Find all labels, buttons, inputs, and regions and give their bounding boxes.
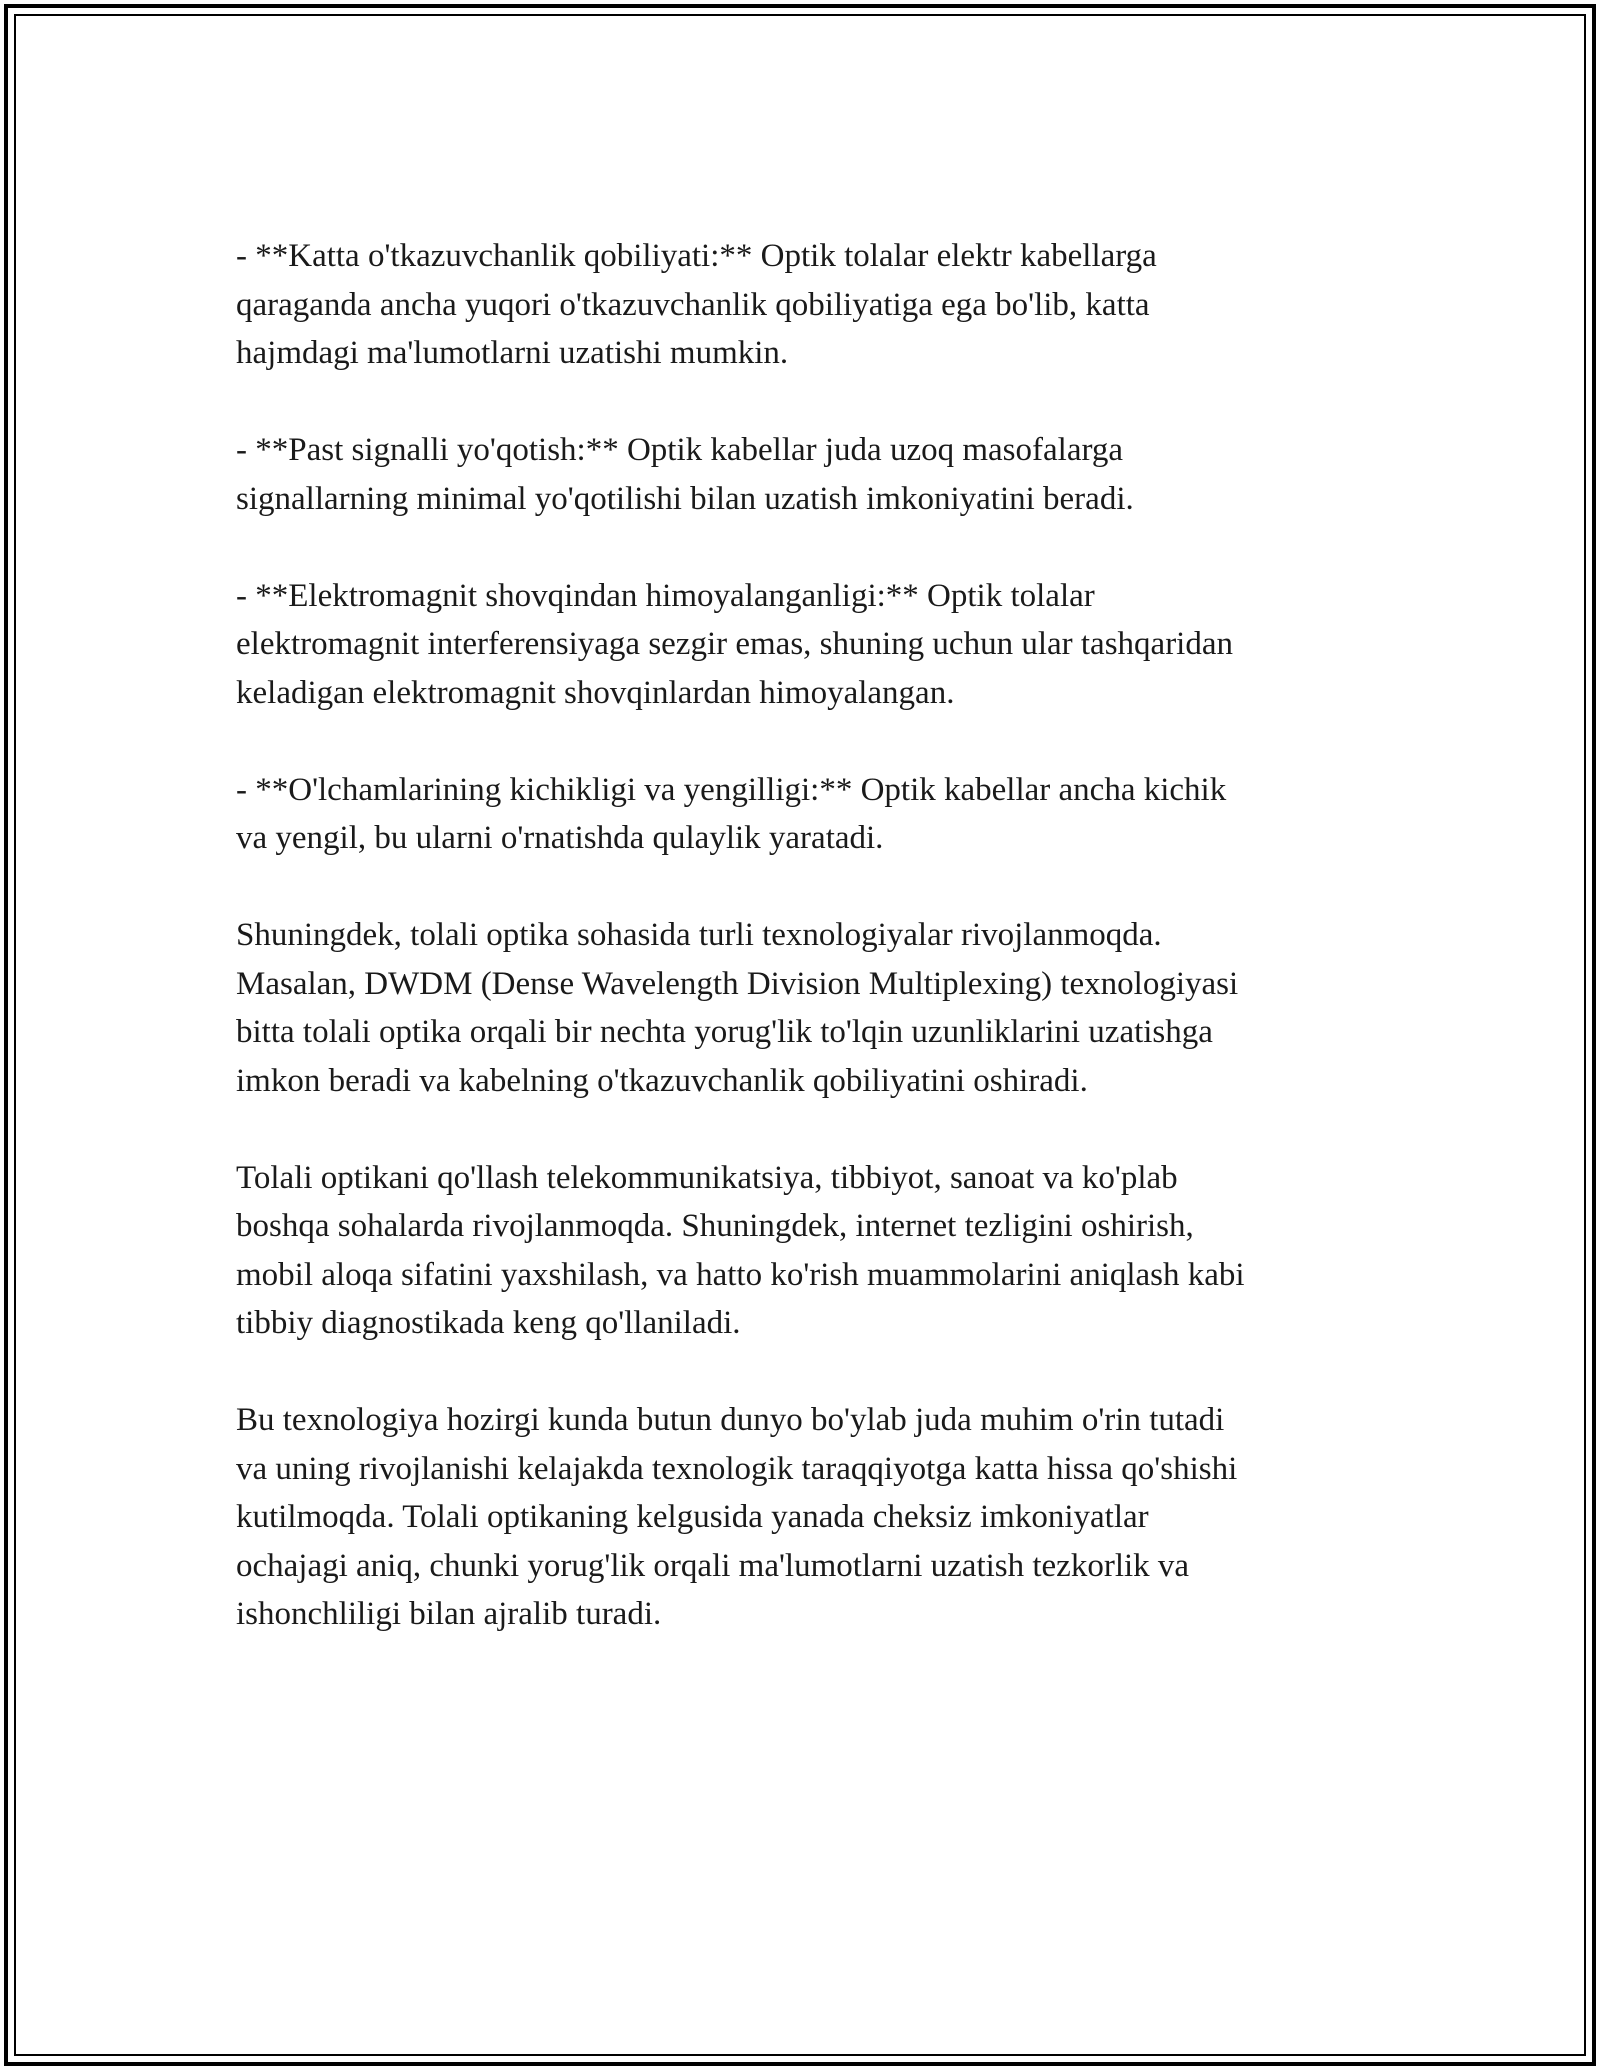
bullet-emi-immunity: - **Elektromagnit shovqindan himoyalanganligi:** Optik tolalar elektromagnit interferensiyaga sezgir emas, shuning uchun ular tashqaridan keladigan elektromagnit shovqinlardan himoyalangan. [236, 577, 1233, 711]
paragraph-conclusion: Bu texnologiya hozirgi kunda butun dunyo bo'ylab juda muhim o'rin tutadi va uning rivojlanishi kelajakda texnologik taraqqiyotga katta hissa qo'shishi kutilmoqda. Tolali optikaning kelgusida yanada cheksiz imkoniyatlar ochajagi aniq, chunki yorug'lik orqali ma'lumotlarni uzatish tezkorlik va ishonchliligi bilan ajralib turadi. [236, 1402, 1238, 1632]
bullet-signal-loss: - **Past signalli yo'qotish:** Optik kabellar juda uzoq masofalarga signallarning minimal yo'qotilishi bilan uzatish imkoniyatini beradi. [236, 432, 1134, 517]
bullet-bandwidth: - **Katta o'tkazuvchanlik qobiliyati:** Optik tolalar elektr kabellarga qaraganda ancha yuqori o'tkazuvchanlik qobiliyatiga ega bo'lib, katta hajmdagi ma'lumotlarni uzatishi mumkin. [236, 238, 1157, 371]
paragraph-applications: Tolali optikani qo'llash telekommunikatsiya, tibbiyot, sanoat va ko'plab boshqa sohalarda rivojlanmoqda. Shuningdek, internet tezligini oshirish, mobil aloqa sifatini yaxshilash, va hatto ko'rish muammolarini aniqlash kabi tibbiy diagnostikada keng qo'llaniladi. [236, 1159, 1245, 1341]
bullet-size-weight: - **O'lchamlarining kichikligi va yengilligi:** Optik kabellar ancha kichik va yengil, bu ularni o'rnatishda qulaylik yaratadi. [236, 771, 1227, 856]
paragraph-dwdm: Shuningdek, tolali optika sohasida turli texnologiyalar rivojlanmoqda. Masalan, DWDM (Dense Wavelength Division Multiplexing) texnologiyasi bitta tolali optika orqali bir nechta yorug'lik to'lqin uzunliklarini uzatishga imkon beradi va kabelning o'tkazuvchanlik qobiliyatini oshiradi. [236, 917, 1239, 1099]
document-body [236, 232, 1366, 1687]
